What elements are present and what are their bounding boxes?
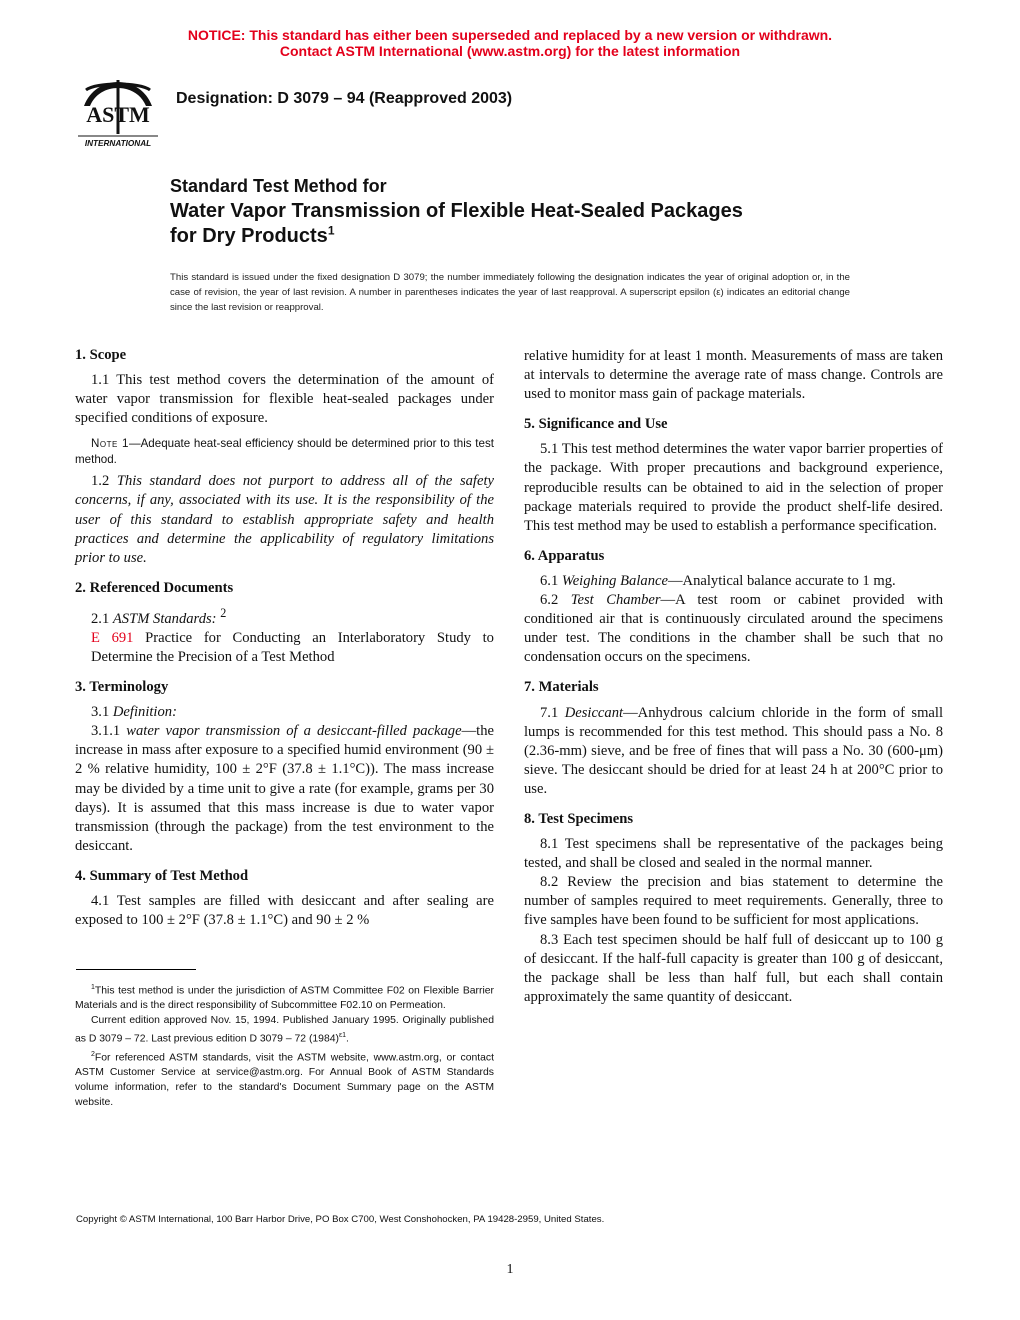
section-materials [524, 678, 943, 799]
copyright: Copyright © ASTM International, 100 Barr Harbor Drive, PO Box C700, West Conshohocken, PA 19428-2959, United States. [76, 1214, 605, 1225]
paragraph-number: 3.1.1 [91, 723, 127, 740]
section-apparatus [524, 547, 943, 668]
astm-standards-label: ASTM Standards: [112, 610, 217, 627]
section-heading: 4. Summary of Test Method [75, 867, 249, 884]
paragraph-number: 1.2 [91, 473, 117, 490]
paragraph-4-1-part-1: 4.1 Test samples are filled with desiccant and after sealing are exposed to 100 ± 2°F (37.8 ± 1.1°C) and 90 ± 2 % [75, 893, 494, 929]
section-terminology [75, 678, 494, 856]
section-test-specimens [524, 810, 943, 1007]
document-title [170, 175, 870, 249]
apparatus-term: Test Chamber [570, 592, 661, 609]
note-label: Note 1 [91, 437, 129, 451]
material-text: —Anhydrous calcium chloride in the form of small lumps is recommended for this test method. This should pass a No. 8 (2.36-mm) sieve, and be free of fines that will pass a No. 30 (600-μm) sieve. The desiccant should be dried for at least 24 h at 200°C prior to use. [524, 704, 944, 797]
supersession-notice [0, 27, 1020, 59]
section-summary-continued [524, 347, 943, 404]
title-main [170, 199, 870, 249]
left-column [75, 346, 494, 941]
footnote-2 [75, 1047, 494, 1110]
footnotes [75, 980, 494, 1110]
reference-link-e691[interactable]: E 691 [91, 629, 134, 646]
section-summary [75, 867, 494, 930]
section-heading: 7. Materials [524, 679, 599, 696]
paragraph-4-1-part-2: relative humidity for at least 1 month. Measurements of mass are taken at intervals to determine the average rate of mass change. Controls are used to monitor mass gain of package materials. [524, 348, 943, 403]
paragraph-8-3: 8.3 Each test specimen should be half full of desiccant up to 100 g of desiccant. If the half-full capacity is greater than 100 g of desiccant, the package shall be less than half full, but each shall contain approximately the same quantity of desiccant. [524, 931, 943, 1005]
apparatus-text: —A test room or cabinet provided with conditioned air that is continuously circulated around the specimens under test. The conditions in the chamber shall be such that no condensation occurs on the specimens. [524, 592, 943, 666]
paragraph-8-1: 8.1 Test specimens shall be representative of the packages being tested, and shall be closed and sealed in the normal manner. [524, 836, 943, 872]
logo-subtext: INTERNATIONAL [84, 139, 152, 148]
astm-logo [76, 76, 160, 150]
notice-line-1: NOTICE: This standard has either been superseded and replaced by a new version or withdrawn. [187, 27, 833, 43]
paragraph-6-2 [524, 591, 943, 667]
apparatus-text: —Analytical balance accurate to 1 mg. [667, 572, 896, 589]
designation: Designation: D 3079 – 94 (Reapproved 2003) [176, 90, 513, 107]
safety-statement: This standard does not purport to address all of the safety concerns, if any, associated with its use. It is the responsibility of the user of this standard to establish appropriate safety and health practices and determine the applicability of regulatory limitations prior to use. [75, 473, 494, 566]
paragraph-1-1: 1.1 This test method covers the determination of the amount of water vapor transmission for flexible heat-sealed packages under specified conditions of exposure. [75, 372, 494, 427]
reference-entry [75, 629, 494, 667]
paragraph-number: 2.1 [91, 610, 113, 627]
page-number: 1 [506, 1262, 514, 1277]
paragraph-number: 7.1 [540, 704, 565, 721]
paragraph-8-2: 8.2 Review the precision and bias statement to determine the number of samples required to meet requirements. Generally, three to five samples have been found to be sufficient for most applications. [524, 874, 943, 929]
title-line-1: Standard Test Method for [170, 176, 387, 196]
section-heading: 5. Significance and Use [524, 416, 668, 433]
issue-note: This standard is issued under the fixed designation D 3079; the number immediately following the designation indicates the year of original adoption or, in the case of revision, the year of last revision. A number in parentheses indicates the year of last reapproval. A superscript epsilon (ε) indicates an editorial change since the last revision or reapproval. [170, 272, 850, 313]
paragraph-number: 3.1 [91, 704, 113, 721]
paragraph-3-1-1 [75, 722, 494, 856]
section-significance [524, 415, 943, 536]
logo-text: ASTM [86, 102, 150, 127]
section-heading: 3. Terminology [75, 679, 169, 696]
section-referenced-documents [75, 579, 494, 667]
footnote-mark: 1 [91, 984, 95, 991]
definition-text: —the increase in mass after exposure to a specified humid environment (90 ± 2 % relative humidity, 100 ± 2°F (37.8 ± 1.1°C)). The mass increase may be divided by a time unit to give a rate (for example, grams per 30 days). It is assumed that this mass increase is due to water vapor transmission (through the package) from the test environment to the desiccant. [75, 723, 494, 854]
defined-term: water vapor transmission of a desiccant-filled package [126, 723, 462, 740]
section-heading: 2. Referenced Documents [75, 579, 234, 596]
paragraph-number: 6.1 [540, 572, 562, 589]
paragraph-5-1: 5.1 This test method determines the water vapor barrier properties of the package. With proper precautions and background experience, reproducible results can be obtained to aid in the selection of proper package materials required to provide the product shelf-life desired. This test method may be used to establish a performance specification. [524, 441, 943, 534]
footnote-mark: 2 [220, 605, 227, 620]
section-scope [75, 346, 494, 568]
notice-line-2: Contact ASTM International (www.astm.org) for the latest information [279, 43, 741, 59]
paragraph-6-1 [524, 572, 943, 591]
section-heading: 1. Scope [75, 347, 127, 363]
note-1 [75, 436, 494, 468]
reference-title: Practice for Conducting an Interlaboratory Study to Determine the Precision of a Test Method [91, 629, 494, 665]
material-term: Desiccant [564, 704, 624, 721]
footnote-1 [75, 980, 494, 1013]
title-line-3: for Dry Products [170, 225, 328, 247]
footnote-mark: 2 [91, 1050, 95, 1058]
footnote-rule [76, 969, 196, 970]
footnote-text: Current edition approved Nov. 15, 1994. Published January 1995. Originally published as D 3079 – 72. Last previous edition D 3079 – 72 (1984) [75, 1015, 494, 1045]
section-heading: 8. Test Specimens [524, 810, 634, 827]
note-text: —Adequate heat-seal efficiency should be determined prior to this test method. [75, 437, 494, 467]
section-heading: 6. Apparatus [524, 547, 605, 564]
paragraph-7-1 [524, 704, 943, 799]
title-footnote-mark: 1 [327, 223, 335, 238]
right-column [524, 347, 943, 1018]
footnote-text: For referenced ASTM standards, visit the ASTM website, www.astm.org, or contact ASTM Customer Service at service@astm.org. For Annual Book of ASTM Standards volume information, refer to the standard's Document Summary page on the ASTM website. [75, 1052, 494, 1109]
title-line-3-wrap [170, 224, 870, 249]
paragraph-1-2 [75, 472, 494, 567]
footnote-end: . [346, 1033, 349, 1045]
paragraph-number: 6.2 [540, 592, 571, 609]
footnote-1-edition [75, 1013, 494, 1046]
paragraph-2-1 [75, 604, 494, 629]
definition-label: Definition: [112, 704, 177, 721]
paragraph-3-1 [75, 703, 494, 722]
title-line-2: Water Vapor Transmission of Flexible Heat-Sealed Packages [170, 200, 743, 222]
apparatus-term: Weighing Balance [561, 572, 668, 589]
footnote-text: This test method is under the jurisdiction of ASTM Committee F02 on Flexible Barrier Materials and is the direct responsibility of Subcommittee F02.10 on Permeation. [75, 985, 494, 1012]
epsilon-mark: ε1 [338, 1032, 346, 1040]
